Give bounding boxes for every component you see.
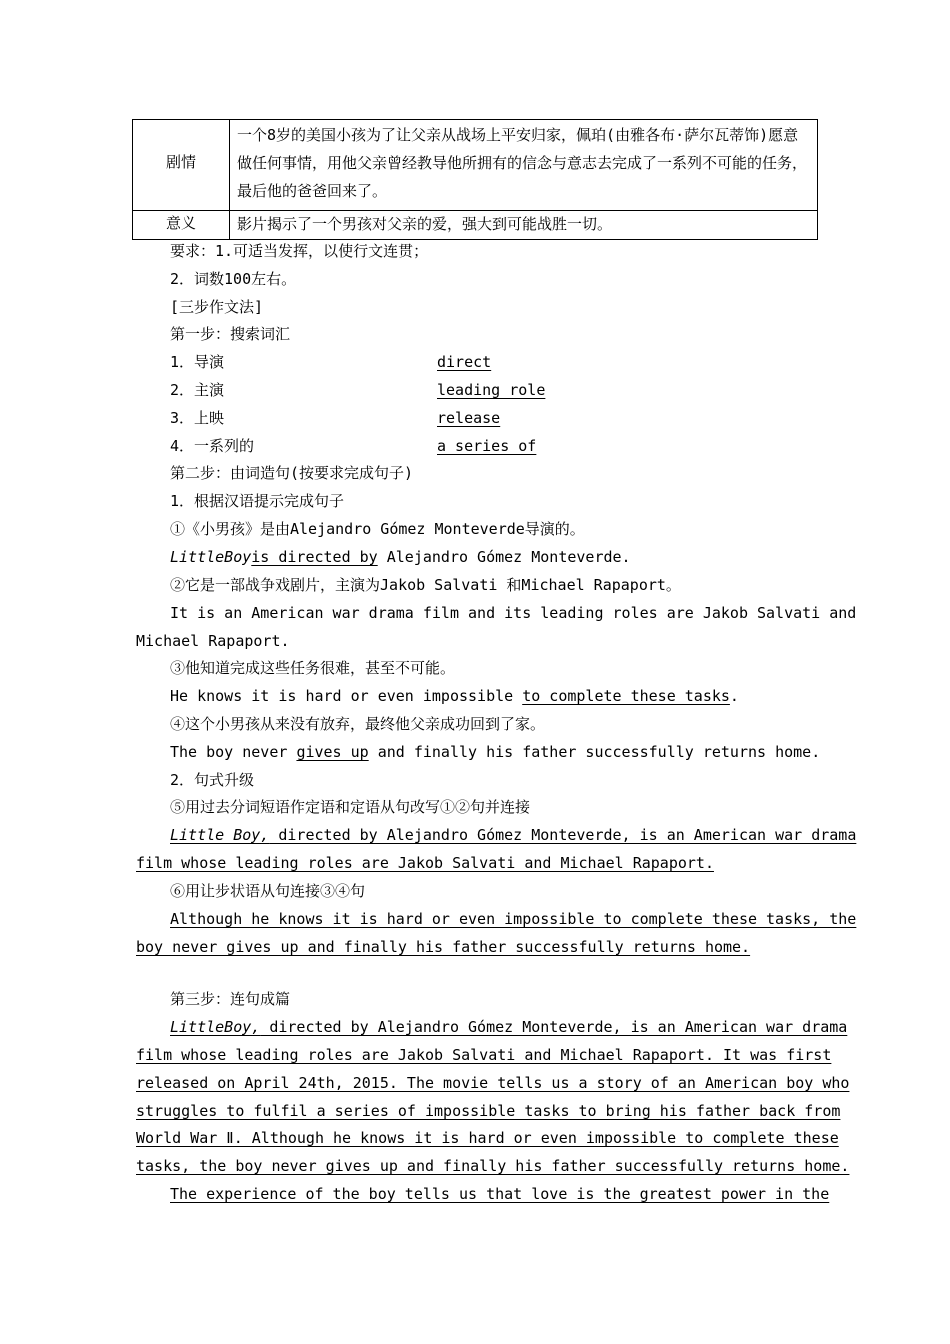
vocab-item [170,436,254,456]
answer-3-end: . [729,687,739,705]
table-row-label-meaning: 意义 [165,214,196,232]
step1-title: 第一步：搜索词汇 [170,325,291,343]
answer-2-line-2: Michael Rapaport. [136,632,290,650]
method-title: [三步作文法] [170,298,264,316]
table-row-label-plot: 剧情 [165,153,196,171]
question-4: ④这个小男孩从来没有放弃，最终他父亲成功回到了家。 [170,715,546,733]
answer-4-blank: gives up [296,743,369,761]
vocab-item [170,380,224,400]
essay-line-5: World War Ⅱ. Although he knows it is hard or even impossible to complete these [136,1129,839,1147]
answer-3-start: He knows it is hard or even impossible [170,687,523,705]
question-6: ⑥用让步状语从句连接③④句 [170,882,366,900]
answer-1-title: LittleBoy [170,548,252,566]
table-row-text-plot: 一个8岁的美国小孩为了让父亲从战场上平安归家，佩珀(由雅各布·萨尔瓦蒂饰)愿意做任何事情，用他父亲曾经教导他所拥有的信念与意志去完成了一系列不可能的任务，最后他的爸爸回来了。 [237,126,808,200]
vocab-cn: 3．上映 [170,409,225,427]
answer-5-line-1-rest: directed by Alejandro Gómez Monteverde, is an American war drama [269,826,857,844]
answer-3-blank: to complete these tasks [522,687,730,705]
vocab-en: leading role [437,381,546,399]
answer-4-end: and finally his father successfully returns home. [368,743,821,761]
answer-6-line-1: Although he knows it is hard or even impossible to complete these tasks, the [170,910,857,928]
answer-2-line-1: It is an American war drama film and its leading roles are Jakob Salvati and [170,604,857,622]
answer-5-line-1 [170,825,857,845]
vocab-en: release [437,409,501,427]
essay-line-3: released on April 24th, 2015. The movie tells us a story of an American boy who [136,1074,850,1092]
answer-3 [170,686,739,706]
essay-title: LittleBoy, [170,1018,261,1036]
essay-line-2: film whose leading roles are Jakob Salvati and Michael Rapaport. It was first [136,1046,832,1064]
vocab-item [170,408,224,428]
answer-1 [170,547,631,567]
answer-5-line-2: film whose leading roles are Jakob Salvati and Michael Rapaport. [136,854,714,872]
requirement-line-1: 要求：1.可适当发挥，以使行文连贯； [170,242,429,260]
requirement-line-2: 2．词数100左右。 [170,270,297,288]
question-5: ⑤用过去分词短语作定语和定语从句改写①②句并连接 [170,798,531,816]
table-row-text-meaning: 影片揭示了一个男孩对父亲的爱，强大到可能战胜一切。 [237,215,613,233]
answer-4-start: The boy never [170,743,297,761]
step2-subtitle-2: 2．句式升级 [170,771,255,789]
essay-line-1 [170,1017,848,1037]
essay-line-7: The experience of the boy tells us that love is the greatest power in the [170,1185,830,1203]
answer-5-title: Little Boy, [170,826,270,844]
essay-line-1-rest: directed by Alejandro Gómez Monteverde, is an American war drama [260,1018,848,1036]
question-1: ①《小男孩》是由Alejandro Gómez Monteverde导演的。 [170,520,585,538]
step2-subtitle-1: 1．根据汉语提示完成句子 [170,492,345,510]
answer-1-blank: is directed by [251,548,378,566]
essay-line-4: struggles to fulfil a series of impossible tasks to bring his father back from [136,1102,841,1120]
vocab-item [170,352,224,372]
question-2: ②它是一部战争戏剧片，主演为Jakob Salvati 和Michael Rapaport。 [170,576,681,594]
step2-title: 第二步：由词造句(按要求完成句子) [170,464,414,482]
answer-1-rest: Alejandro Gómez Monteverde. [377,548,631,566]
step3-title: 第三步：连句成篇 [170,990,291,1008]
vocab-en: a series of [437,437,537,455]
question-3: ③他知道完成这些任务很难，甚至不可能。 [170,659,456,677]
essay-line-6: tasks, the boy never gives up and finally his father successfully returns home. [136,1157,850,1175]
answer-4 [170,742,820,762]
vocab-cn: 4．一系列的 [170,437,255,455]
vocab-en: direct [437,353,492,371]
answer-6-line-2: boy never gives up and finally his father successfully returns home. [136,938,751,956]
table-divider [229,120,230,239]
vocab-cn: 1．导演 [170,353,225,371]
info-table [132,119,818,240]
vocab-cn: 2．主演 [170,381,225,399]
